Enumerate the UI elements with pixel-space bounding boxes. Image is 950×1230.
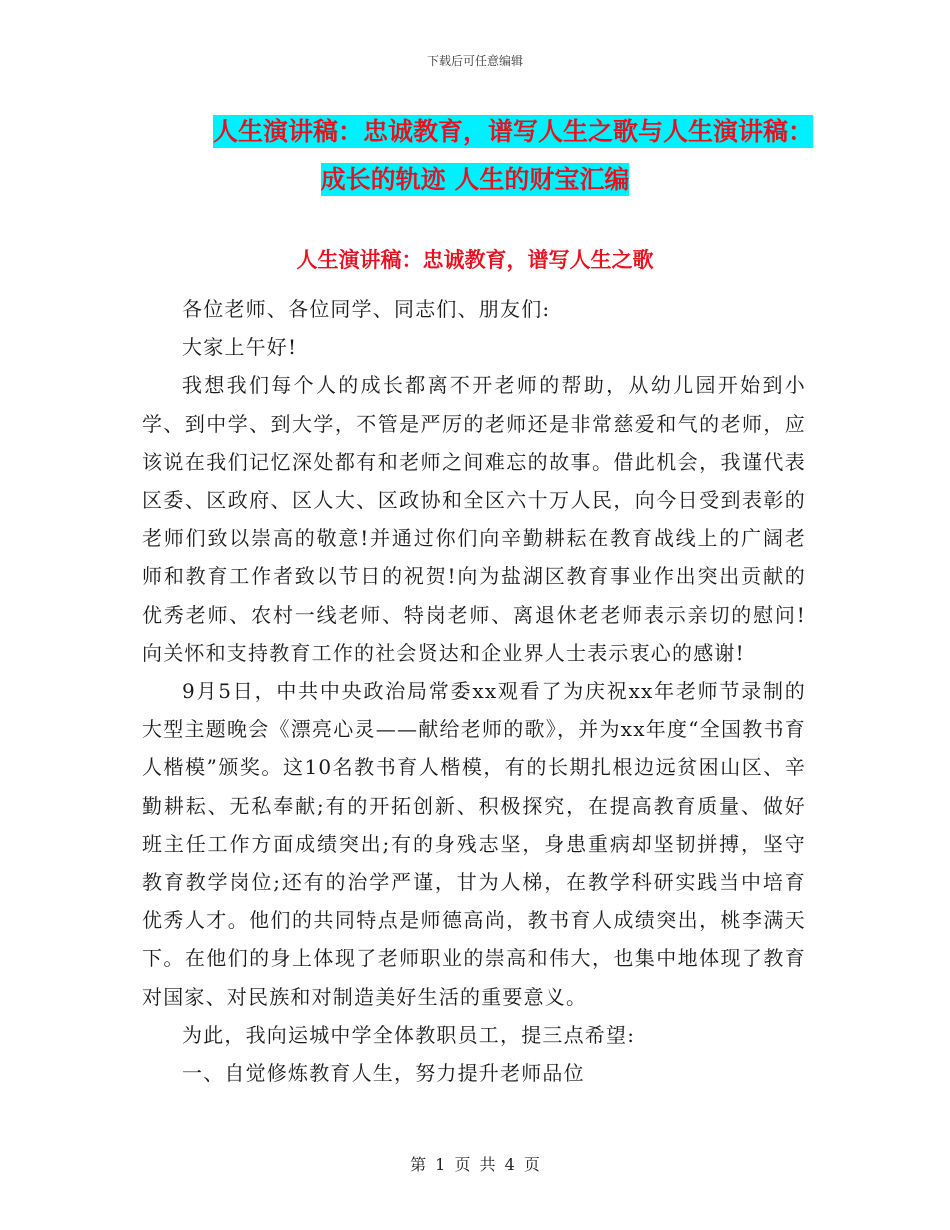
- header-note: 下载后可任意编辑: [426, 54, 523, 68]
- title-highlight-1: 人生演讲稿：忠诚教育，谱写人生之歌与人生演讲稿：: [212, 117, 813, 146]
- body-text: [142, 290, 806, 1092]
- paragraph-hopes: 为此，我向运城中学全体教职员工，提三点希望:: [182, 1022, 636, 1047]
- document-title-line-1: [0, 108, 950, 156]
- document-title: [0, 108, 950, 204]
- paragraph-point-one: 一、自觉修炼教育人生，努力提升老师品位: [182, 1061, 585, 1086]
- paragraph-greeting: 大家上午好!: [182, 335, 298, 360]
- paragraph-intro: 我想我们每个人的成长都离不开老师的帮助，从幼儿园开始到小学、到中学、到大学，不管是严厉的老师还是非常慈爱和气的老师，应该说在我们记忆深处都有和老师之间难忘的故事。借此机会，我谨代表区委、区政府、区人大、区政协和全区六十万人民，向今日受到表彰的老师们致以崇高的敬意!并通过你们向辛勤耕耘在教育战线上的广阔老师和教育工作者致以节日的祝贺!向为盐湖区教育事业作出突出贡献的优秀老师、农村一线老师、特岗老师、离退休老老师表示亲切的慰问!向关怀和支持教育工作的社会贤达和企业界人士表示衷心的感谢!: [142, 373, 806, 665]
- paragraph-event: 9月5日，中共中央政治局常委xx观看了为庆祝xx年老师节录制的大型主题晚会《漂亮心灵——献给老师的歌》，并为xx年度“全国教书育人楷模”颁奖。这10名教书育人楷模，有的长期扎根边远贫困山区、辛勤耕耘、无私奉献;有的开拓创新、积极探究，在提高教育质量、做好班主任工作方面成绩突出;有的身残志坚，身患重病却坚韧拼搏，坚守教育教学岗位;还有的治学严谨，甘为人梯，在教学科研实践当中培育优秀人才。他们的共同特点是师德高尚，教书育人成绩突出，桃李满天下。在他们的身上体现了老师职业的崇高和伟大，也集中地体现了教育对国家、对民族和对制造美好生活的重要意义。: [142, 679, 806, 1009]
- document-title-line-2: [0, 156, 950, 204]
- paragraph-salutation: 各位老师、各位同学、同志们、朋友们:: [182, 297, 551, 321]
- title-highlight-2: 成长的轨迹 人生的财宝汇编: [320, 165, 630, 194]
- section-title: 人生演讲稿：忠诚教育，谱写人生之歌: [296, 248, 654, 272]
- page-footer: 第 1 页 共 4 页: [410, 1155, 540, 1174]
